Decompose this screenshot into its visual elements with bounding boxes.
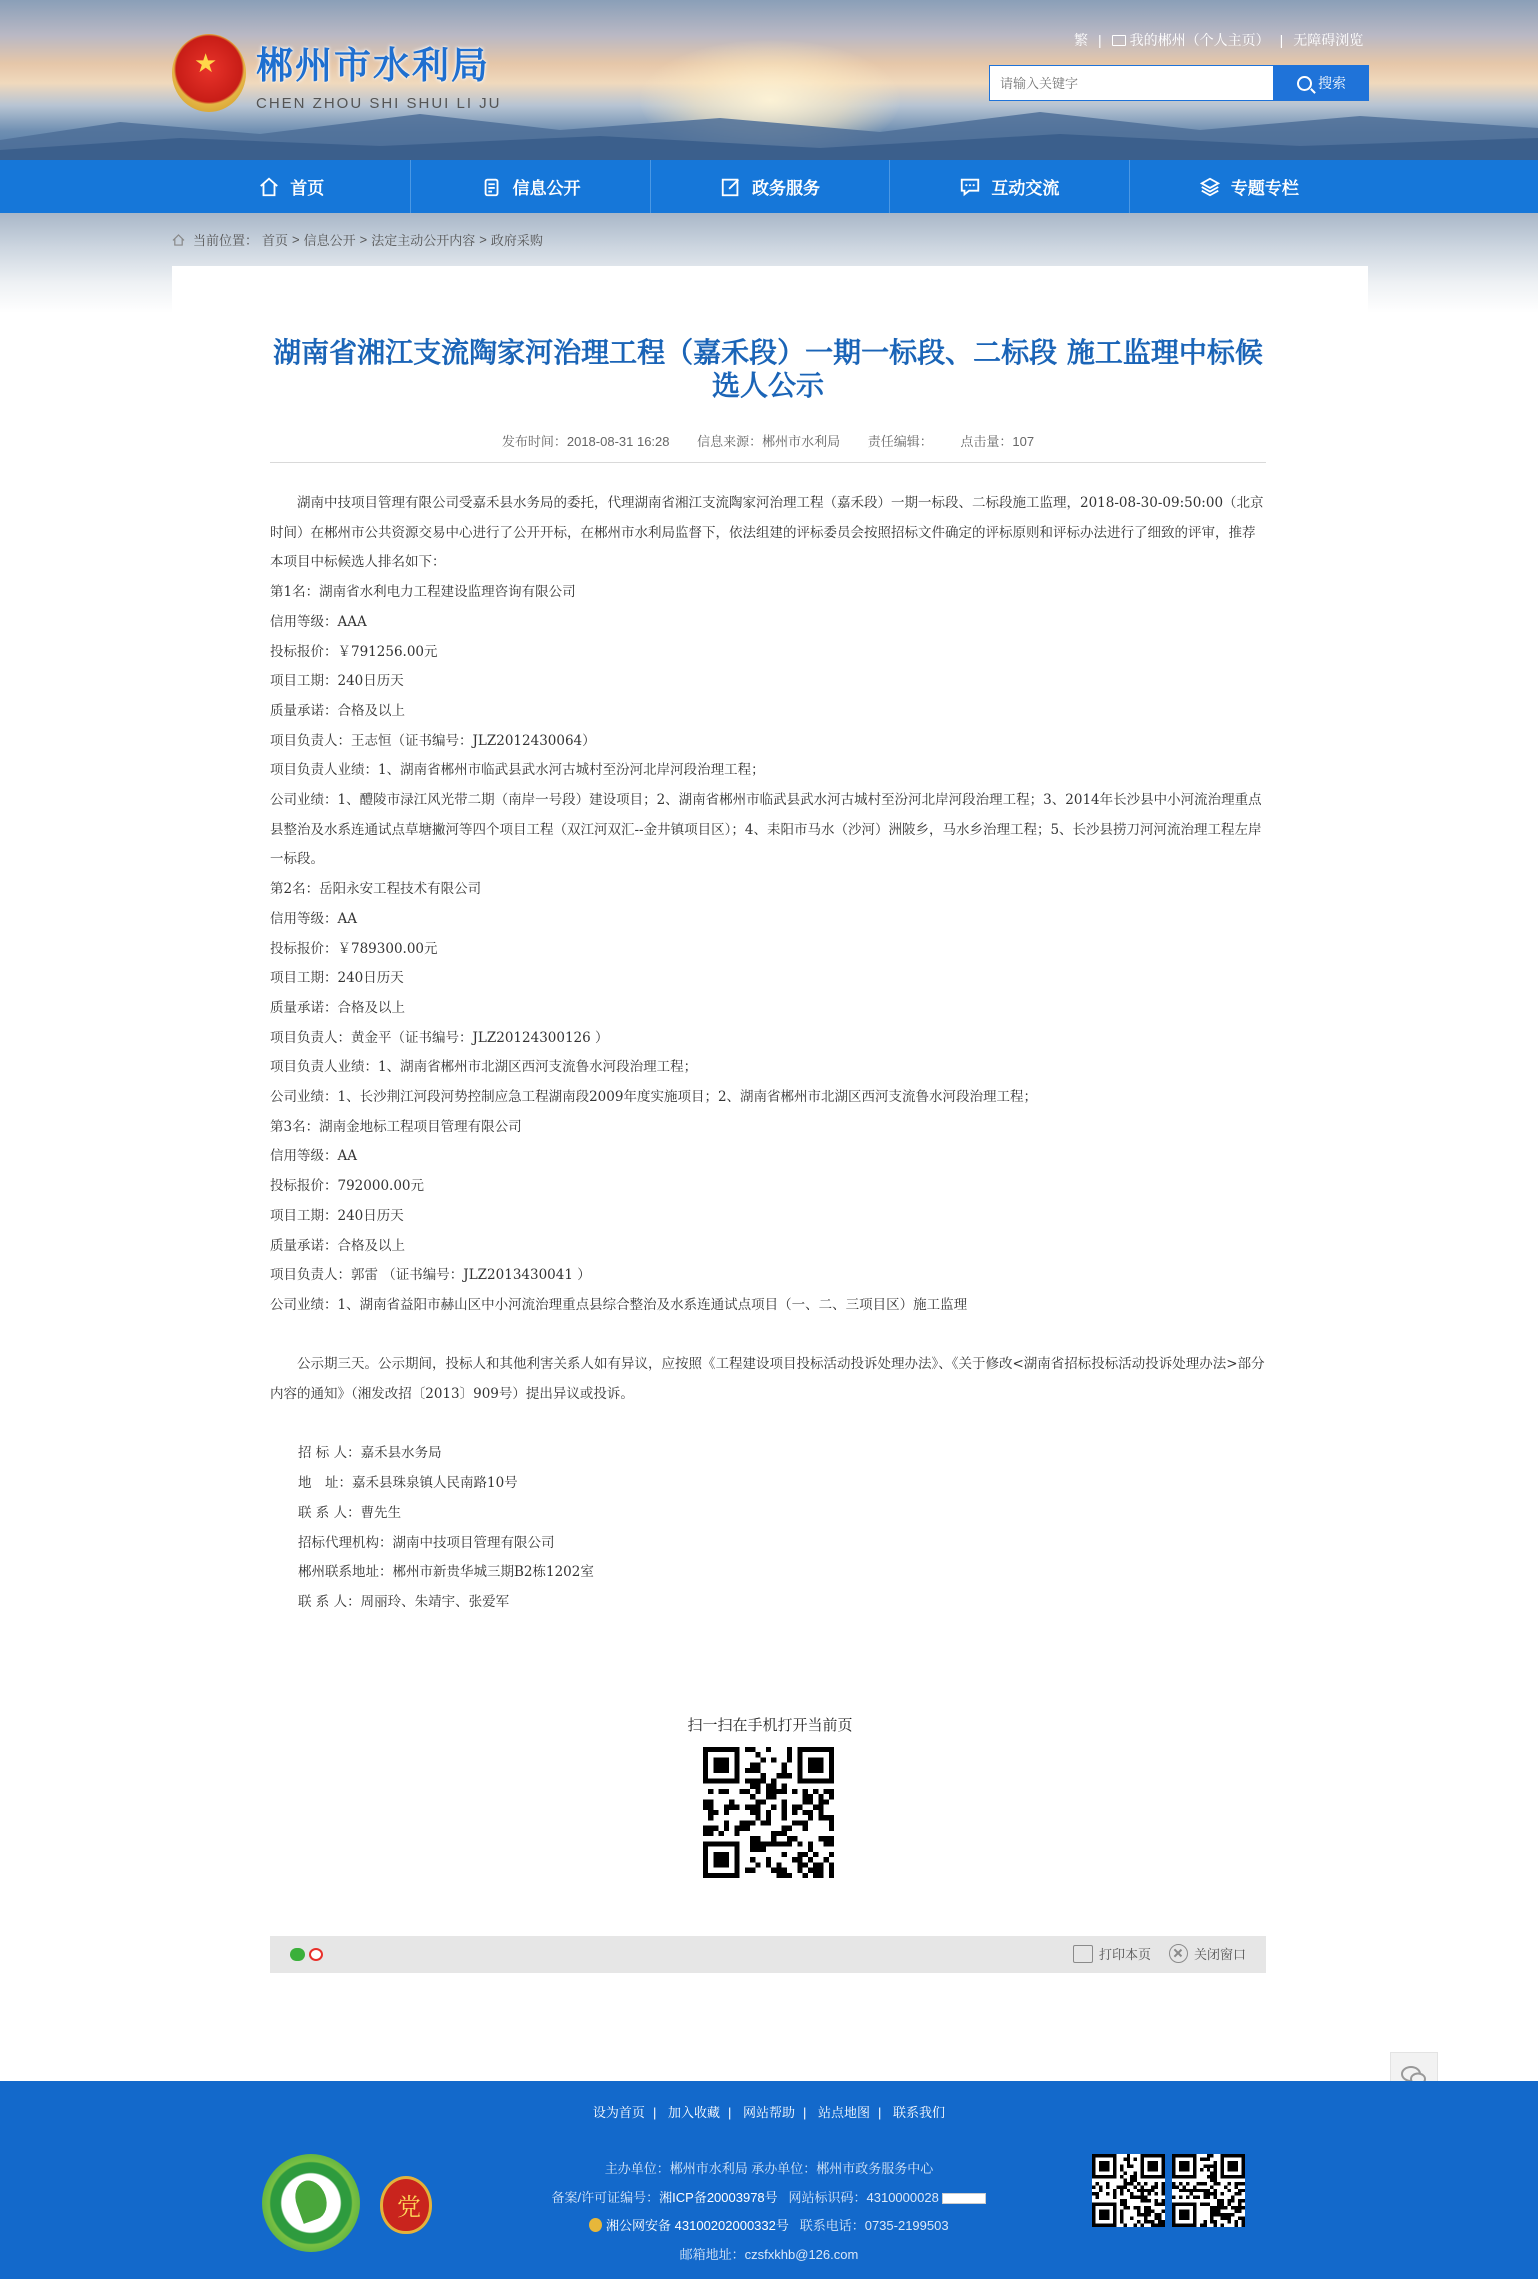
separator: | xyxy=(727,2105,732,2120)
monitor-icon xyxy=(1112,35,1126,46)
article-body xyxy=(270,489,1266,1618)
article-line: 第3名：湖南金地标工程项目管理有限公司 xyxy=(270,1118,522,1135)
nav-item-special-topics[interactable] xyxy=(1130,160,1368,213)
paragraph-gap xyxy=(270,1410,1266,1440)
article-line: 项目负责人：黄金平（证书编号：JLZ20124300126 ） xyxy=(270,1029,609,1046)
footer-link-help[interactable]: 网站帮助 xyxy=(742,2105,795,2120)
contact-line: 郴州联系地址：郴州市新贵华城三期B2栋1202室 xyxy=(298,1564,594,1581)
info-source: 信息来源：郴州市水利局 xyxy=(697,434,841,449)
layers-icon xyxy=(1199,176,1221,198)
footer-phone: 联系电话：0735-2199503 xyxy=(799,2218,949,2233)
print-page-button[interactable] xyxy=(1073,1944,1151,1963)
breadcrumb-sep: > xyxy=(292,232,300,247)
search-box xyxy=(989,65,1369,101)
breadcrumb-sep: > xyxy=(479,232,487,247)
footer-links xyxy=(0,2102,1538,2121)
home-small-icon xyxy=(172,234,185,246)
article-line: 信用等级：AAA xyxy=(270,613,367,630)
site-code: 网站标识码：4310000028 xyxy=(788,2189,939,2205)
article-title: 湖南省湘江支流陶家河治理工程（嘉禾段）一期一标段、二标段 施工监理中标候选人公示 xyxy=(273,336,1263,402)
weibo-qr-code-icon xyxy=(1172,2154,1245,2227)
article-intro: 湖南中技项目管理有限公司受嘉禾县水务局的委托，代理湖南省湘江支流陶家河治理工程（嘉禾段）一期一标段、二标段施工监理，2018-08-30-09:50:00（北京时间）在郴州市公共资源交易中心进行了公开开标，在郴州市水利局监督下，依法组建的评标委员会按照招标文件确定的评标原则和评标办法进行了细致的评审，推荐本项目中标候选人排名如下： xyxy=(270,495,1264,571)
publish-time: 发布时间：2018-08-31 16:28 xyxy=(501,434,670,449)
contact-line: 联 系 人：周丽玲、朱靖宇、张爱军 xyxy=(298,1593,510,1610)
search-button[interactable] xyxy=(1274,65,1369,101)
police-badge-icon xyxy=(589,2218,602,2232)
article-line: 项目负责人：王志恒（证书编号：JLZ2012430064） xyxy=(270,732,596,749)
breadcrumb-statutory-content[interactable]: 法定主动公开内容 xyxy=(371,233,476,248)
nav-label: 政务服务 xyxy=(752,179,821,198)
nav-label: 专题专栏 xyxy=(1230,179,1299,198)
breadcrumb-info-disclosure[interactable]: 信息公开 xyxy=(303,233,356,248)
contact-line: 联 系 人：曹先生 xyxy=(298,1504,402,1521)
separator: | xyxy=(1279,32,1284,48)
icp-prefix: 备案/许可证编号： xyxy=(551,2189,660,2205)
footer-organizer: 主办单位：郴州市水利局 承办单位：郴州市政务服务中心 xyxy=(604,2161,934,2176)
footer-email: 邮箱地址：czsfxkhb@126.com xyxy=(679,2246,859,2262)
footer-link-set-homepage[interactable]: 设为首页 xyxy=(592,2105,645,2120)
edit-icon xyxy=(720,176,742,198)
separator: | xyxy=(803,2105,807,2120)
article-line: 项目负责人业绩：1、湖南省郴州市北湖区西河支流鲁水河段治理工程； xyxy=(270,1059,698,1076)
breadcrumb xyxy=(172,230,543,249)
site-name-en: CHEN ZHOU SHI SHUI LI JU xyxy=(256,94,502,112)
article-line: 投标报价：￥789300.00元 xyxy=(270,940,438,957)
search-icon xyxy=(1297,76,1312,91)
breadcrumb-prefix: 当前位置： xyxy=(193,233,259,248)
contact-line: 招标代理机构：湖南中技项目管理有限公司 xyxy=(298,1534,555,1551)
article-line: 项目工期：240日历天 xyxy=(270,970,404,987)
article-meta xyxy=(270,431,1266,450)
police-number[interactable]: 湘公网安备 43100202000332号 xyxy=(606,2218,789,2233)
contact-line: 招 标 人：嘉禾县水务局 xyxy=(298,1445,442,1462)
nav-label: 首页 xyxy=(290,179,325,198)
page-qr-code-icon xyxy=(703,1747,834,1878)
my-chenzhou-label: 我的郴州（个人主页） xyxy=(1129,32,1270,48)
wechat-share-icon[interactable] xyxy=(290,1948,305,1961)
separator: | xyxy=(1098,32,1102,48)
wechat-qr-code-icon xyxy=(1092,2154,1165,2227)
chat-icon xyxy=(959,176,981,198)
view-count: 点击量：107 xyxy=(960,434,1035,449)
party-gov-badge-icon[interactable]: 党 xyxy=(380,2176,432,2234)
article-line: 信用等级：AA xyxy=(270,910,357,927)
footer-link-sitemap[interactable]: 站点地图 xyxy=(818,2105,871,2120)
printer-icon xyxy=(1073,1945,1093,1963)
article-line: 公司业绩：1、长沙荆江河段河势控制应急工程湖南段2009年度实施项目；2、湖南省郴州市北湖区西河支流鲁水河段治理工程； xyxy=(270,1089,1038,1106)
separator: | xyxy=(652,2105,657,2120)
weibo-share-icon[interactable] xyxy=(309,1948,323,1961)
national-emblem-icon: ★ xyxy=(172,34,246,112)
paragraph-gap xyxy=(270,1321,1266,1351)
icp-number[interactable]: 湘ICP备20003978号 xyxy=(659,2189,778,2205)
article-line: 投标报价：￥791256.00元 xyxy=(270,643,438,660)
footer-police-line xyxy=(500,2212,1038,2241)
article-line: 项目工期：240日历天 xyxy=(270,1207,404,1224)
footer-link-contact[interactable]: 联系我们 xyxy=(893,2105,946,2120)
footer-link-favorite[interactable]: 加入收藏 xyxy=(667,2105,720,2120)
contact-line: 地 址：嘉禾县珠泉镇人民南路10号 xyxy=(298,1475,518,1492)
header-banner xyxy=(0,0,1538,160)
article-line: 项目负责人业绩：1、湖南省郴州市临武县武水河古城村至汾河北岸河段治理工程； xyxy=(270,762,765,779)
footer-info xyxy=(500,2155,1038,2269)
share-toolbar xyxy=(270,1936,1266,1973)
nav-item-info-disclosure[interactable] xyxy=(411,160,650,213)
article-line: 公司业绩：1、湖南省益阳市赫山区中小河流治理重点县综合整治及水系连通试点项目（一、二、三项目区）施工监理 xyxy=(270,1296,968,1313)
nav-label: 信息公开 xyxy=(512,179,581,198)
article-line: 投标报价：792000.00元 xyxy=(270,1178,425,1195)
traditional-chinese-link[interactable]: 繁 xyxy=(1074,32,1088,48)
article-line: 第2名：岳阳永安工程技术有限公司 xyxy=(270,881,482,898)
separator: | xyxy=(878,2105,882,2120)
site-footer xyxy=(0,2081,1538,2279)
article-line: 质量承诺：合格及以上 xyxy=(270,1237,405,1254)
main-nav xyxy=(0,160,1538,213)
breadcrumb-home[interactable]: 首页 xyxy=(262,233,289,248)
close-icon xyxy=(1169,1944,1188,1963)
site-logo[interactable] xyxy=(172,34,502,112)
my-chenzhou-link[interactable] xyxy=(1112,30,1270,50)
responsible-editor: 责任编辑： xyxy=(867,434,933,449)
nav-item-interaction[interactable] xyxy=(890,160,1129,213)
search-input[interactable] xyxy=(989,65,1274,101)
objection-notice: 公示期三天。公示期间，投标人和其他利害关系人如有异议，应按照《工程建设项目投标活动投诉处理办法》、《关于修改<湖南省招标投标活动投诉处理办法>部分内容的通知》（湘发改招〔2013〕909号）提出异议或投诉。 xyxy=(270,1356,1265,1403)
print-label: 打印本页 xyxy=(1098,1947,1151,1962)
footer-icp-line xyxy=(500,2184,1038,2213)
nav-label: 互动交流 xyxy=(991,179,1060,198)
nav-item-home[interactable] xyxy=(172,160,411,213)
document-icon xyxy=(481,176,503,198)
article-line: 公司业绩：1、醴陵市渌江风光带二期（南岸一号段）建设项目；2、湖南省郴州市临武县武水河古城村至汾河北岸河段治理工程；3、2014年长沙县中小河流治理重点县整治及水系连通试点草塘撇河等四个项目工程（双江河双汇--金井镇项目区）；4、耒阳市马水（沙河）洲陂乡，马水乡治理工程；5、长沙县捞刀河河流治理工程左岸一标段。 xyxy=(270,792,1262,868)
article-line: 信用等级：AA xyxy=(270,1148,357,1165)
nav-item-gov-services[interactable] xyxy=(651,160,890,213)
article-line: 项目负责人：郭雷 （证书编号：JLZ2013430041 ） xyxy=(270,1267,591,1284)
breadcrumb-gov-procurement[interactable]: 政府采购 xyxy=(490,233,543,248)
meta-divider xyxy=(270,462,1266,463)
home-icon xyxy=(258,176,280,198)
search-button-label: 搜索 xyxy=(1318,75,1346,91)
scan-qr-caption: 扫一扫在手机打开当前页 xyxy=(687,1717,853,1734)
close-label: 关闭窗口 xyxy=(1193,1947,1246,1962)
accessibility-link[interactable]: 无障碍浏览 xyxy=(1293,32,1364,48)
civilization-badge-icon[interactable] xyxy=(262,2154,360,2252)
close-window-button[interactable] xyxy=(1169,1944,1246,1963)
article-line: 第1名：湖南省水利电力工程建设监理咨询有限公司 xyxy=(270,584,576,601)
breadcrumb-sep: > xyxy=(359,232,368,247)
article-line: 质量承诺：合格及以上 xyxy=(270,702,405,719)
cnzz-icon[interactable] xyxy=(942,2193,986,2204)
article-line: 质量承诺：合格及以上 xyxy=(270,999,405,1016)
top-links xyxy=(1074,30,1363,50)
article-line: 项目工期：240日历天 xyxy=(270,673,404,690)
site-name: 郴州市水利局 xyxy=(256,43,490,87)
